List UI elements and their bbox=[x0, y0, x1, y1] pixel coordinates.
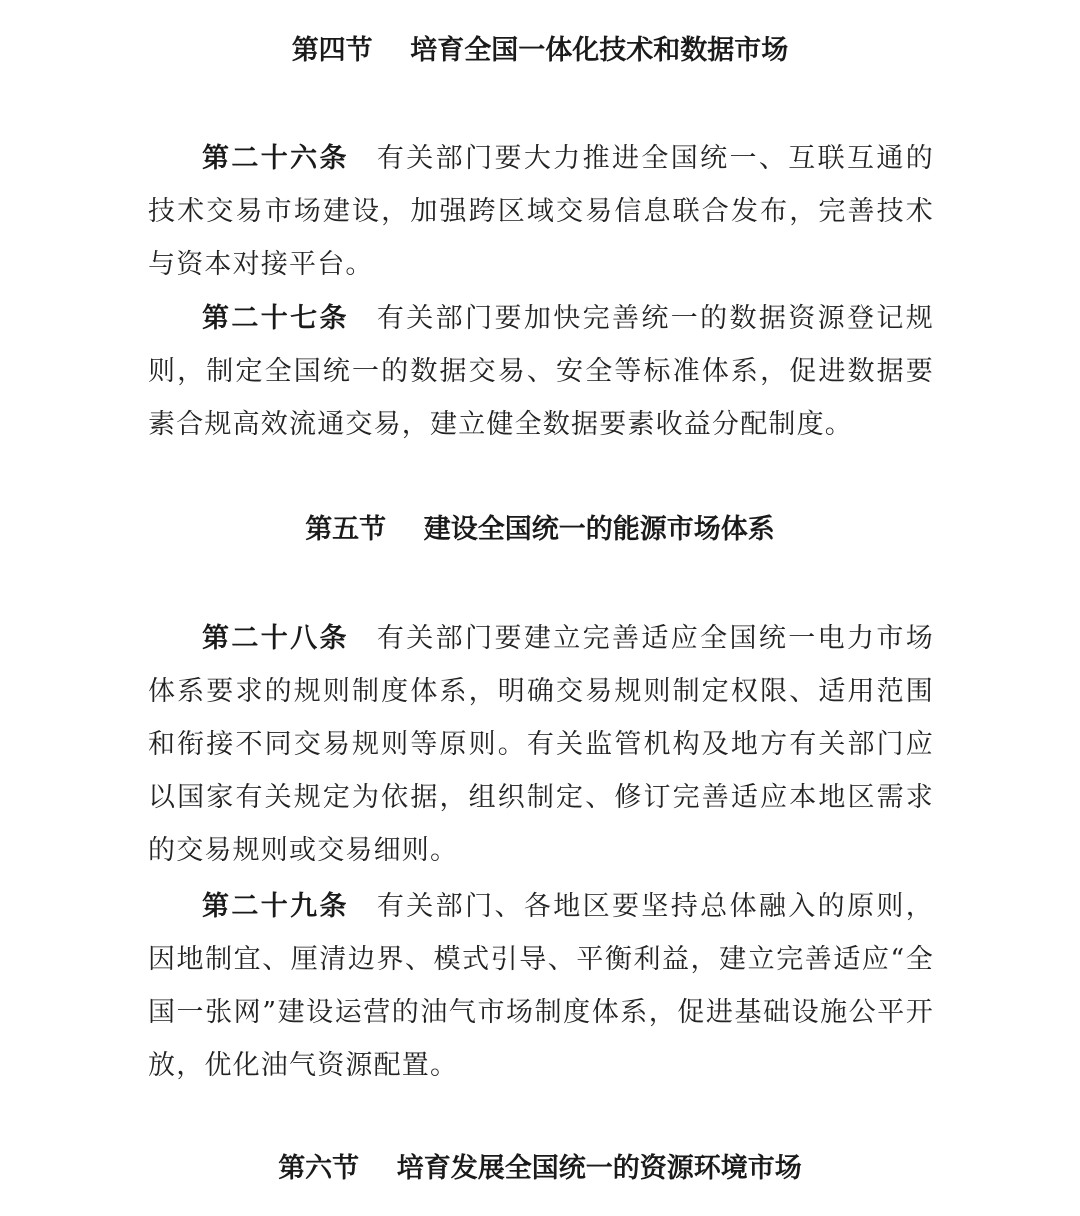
article-text: 有关部门要大力推进全国统一、互联互通的技术交易市场建设，加强跨区域交易信息联合发布，完善技术与资本对接平台。 bbox=[148, 143, 934, 280]
article-number: 第二十八条 bbox=[202, 623, 349, 654]
article-number: 第二十九条 bbox=[202, 891, 349, 922]
section-title-5: 第五节 建设全国统一的能源市场体系 bbox=[305, 514, 775, 545]
article-28 bbox=[148, 612, 934, 877]
article-number: 第二十七条 bbox=[202, 303, 349, 334]
section-title-6: 第六节 培育发展全国统一的资源环境市场 bbox=[278, 1153, 802, 1184]
article-29 bbox=[148, 880, 934, 1092]
section-title-4: 第四节 培育全国一体化技术和数据市场 bbox=[291, 35, 789, 66]
article-text: 有关部门要加快完善统一的数据资源登记规则，制定全国统一的数据交易、安全等标准体系，促进数据要素合规高效流通交易，建立健全数据要素收益分配制度。 bbox=[148, 303, 934, 440]
article-number: 第二十六条 bbox=[202, 143, 349, 174]
article-26 bbox=[148, 132, 934, 291]
article-text: 有关部门、各地区要坚持总体融入的原则，因地制宜、厘清边界、模式引导、平衡利益，建立完善适应“全国一张网”建设运营的油气市场制度体系，促进基础设施公平开放，优化油气资源配置。 bbox=[148, 891, 934, 1081]
article-text: 有关部门要建立完善适应全国统一电力市场体系要求的规则制度体系，明确交易规则制定权限、适用范围和衔接不同交易规则等原则。有关监管机构及地方有关部门应以国家有关规定为依据，组织制定、修订完善适应本地区需求的交易规则或交易细则。 bbox=[148, 623, 934, 866]
article-27 bbox=[148, 292, 934, 451]
